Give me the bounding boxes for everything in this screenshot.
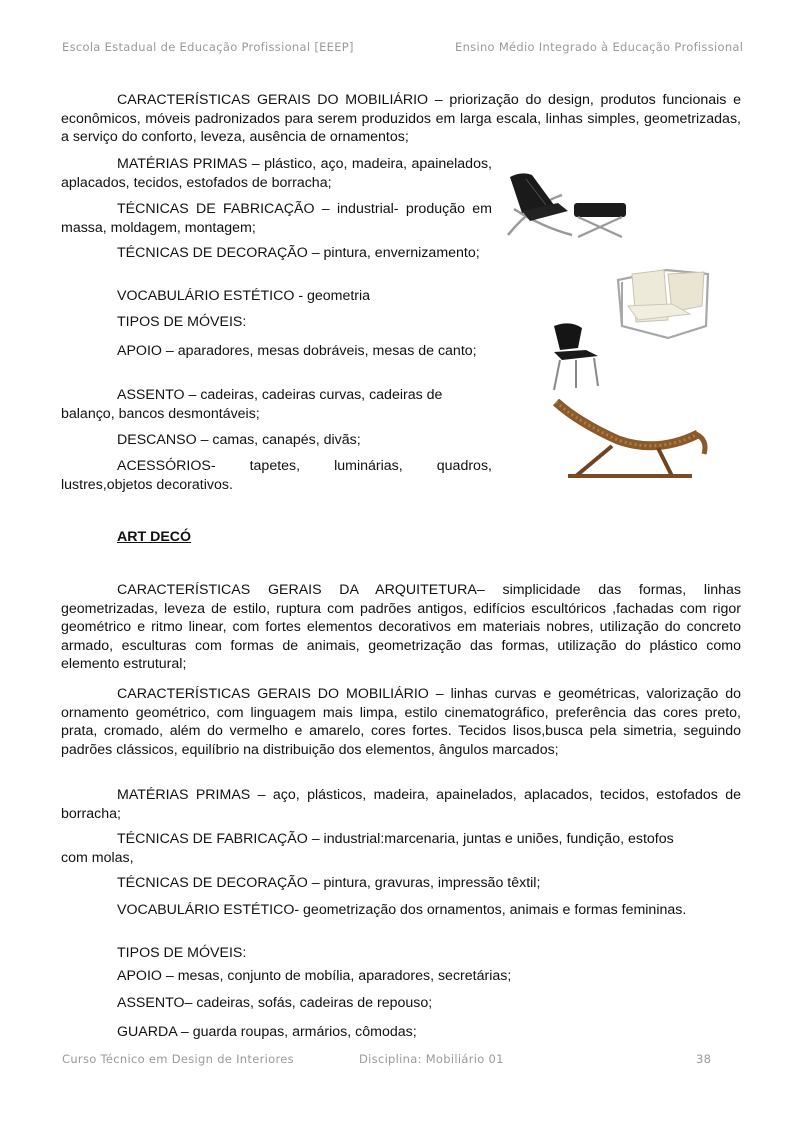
vocabulario-estetico-2: VOCABULÁRIO ESTÉTICO- geometrização dos ornamentos, animais e formas femininas.: [117, 902, 687, 918]
descanso: DESCANSO – camas, canapés, divãs;: [117, 432, 361, 448]
vocabulario-estetico: VOCABULÁRIO ESTÉTICO - geometria: [117, 288, 371, 304]
barcelona-chair-photo: [502, 165, 630, 241]
footer-course: Curso Técnico em Design de Interiores: [62, 1052, 294, 1066]
apoio: APOIO – aparadores, mesas dobráveis, mesas de canto;: [117, 343, 477, 359]
tecnicas-decoracao: TÉCNICAS DE DECORAÇÃO – pintura, envernizamento;: [117, 245, 480, 261]
footer-discipline: Disciplina: Mobiliário 01: [359, 1052, 504, 1066]
tecnicas-decoracao-2: TÉCNICAS DE DECORAÇÃO – pintura, gravuras, impressão têxtil;: [117, 875, 541, 891]
section-title-art-deco: ART DECÓ: [117, 529, 192, 545]
materias-primas: MATÉRIAS PRIMAS – plástico, aço, madeira, apainelados, aplacados, tecidos, estofados de borracha;: [61, 156, 492, 191]
materias-primas-2: MATÉRIAS PRIMAS – aço, plásticos, madeira, apainelados, aplacados, tecidos, estofados de borracha;: [61, 787, 741, 822]
tipos-moveis: TIPOS DE MÓVEIS:: [117, 314, 247, 330]
wassily-chair-photo: [608, 260, 718, 344]
header-school: Escola Estadual de Educação Profissional [EEEP]: [62, 40, 354, 54]
arquitetura-caracteristicas: CARACTERÍSTICAS GERAIS DA ARQUITETURA– simplicidade das formas, linhas geometrizadas, leveza de estilo, ruptura com padrões antigos, edifícios escultóricos ,fachadas com rigor geométrico e ritmo linear, com fortes elementos decorativos em materiais nobres, utilização do concreto armado, esculturas com formas de animais, geometrização das formas, utilização do plástico como elemento estrutural;: [61, 582, 741, 672]
tecnicas-fabricacao-2: TÉCNICAS DE FABRICAÇÃO – industrial:marcenaria, juntas e uniões, fundição, estofos com molas,: [61, 831, 674, 866]
mobiliario-caracteristicas-2: CARACTERÍSTICAS GERAIS DO MOBILIÁRIO – linhas curvas e geométricas, valorização do ornamento geométrico, com linguagem mais limpa, estilo cinematográfico, preferência das cores preto, prata, cromado, além do vermelho e amarelo, cores fortes. Tecidos lisos,busca pela simetria, seguindo padrões clássicos, equilíbrio na distribuição dos elementos, ângulos marcados;: [61, 686, 741, 758]
acessorios: ACESSÓRIOS- tapetes, luminárias, quadros, lustres,objetos decorativos.: [61, 458, 492, 493]
apoio-2: APOIO – mesas, conjunto de mobília, aparadores, secretárias;: [117, 968, 512, 984]
assento: ASSENTO – cadeiras, cadeiras curvas, cadeiras de balanço, bancos desmontáveis;: [61, 387, 443, 422]
mobiliario-caracteristicas: CARACTERÍSTICAS GERAIS DO MOBILIÁRIO – priorização do design, produtos funcionais e econômicos, móveis padronizados para serem produzidos em larga escala, linhas simples, geometrizadas, a serviço do conforto, leveza, ausência de ornamentos;: [61, 92, 741, 145]
tipos-moveis-2: TIPOS DE MÓVEIS:: [117, 945, 247, 961]
guarda-2: GUARDA – guarda roupas, armários, cômodas;: [117, 1024, 417, 1040]
assento-2: ASSENTO– cadeiras, sofás, cadeiras de repouso;: [117, 995, 433, 1011]
tecnicas-fabricacao: TÉCNICAS DE FABRICAÇÃO – industrial- produção em massa, moldagem, montagem;: [61, 201, 492, 236]
header-course-level: Ensino Médio Integrado à Educação Profissional: [455, 40, 744, 54]
chaise-longue-photo: [548, 396, 712, 480]
footer-page-number: 38: [696, 1052, 712, 1066]
series7-chair-photo: [546, 322, 604, 392]
